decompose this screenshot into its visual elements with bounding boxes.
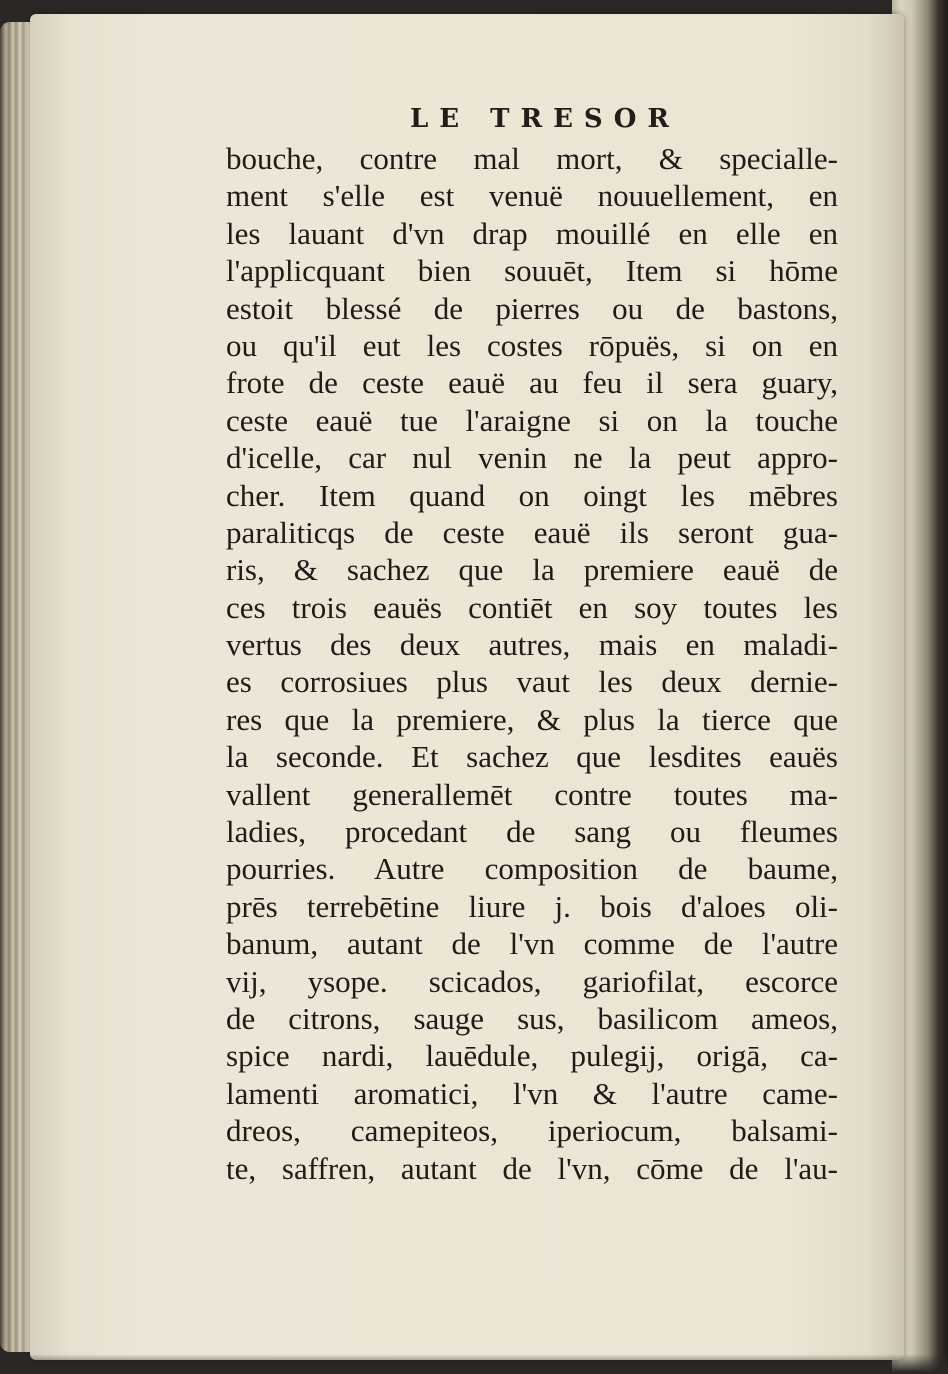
text-line: ment s'elle est venuë nouuellement, en [226,178,838,214]
text-line: ou qu'il eut les costes rōpuës, si on en [226,327,838,363]
text-line: estoit blessé de pierres ou de bastons, [226,290,838,326]
bottom-shadow [0,1354,948,1374]
text-line: cher. Item quand on oingt les mēbres [226,477,838,513]
text-line: d'icelle, car nul venin ne la peut appro- [226,440,838,476]
text-line: vallent generallemēt contre toutes ma- [226,776,838,812]
text-line: ladies, procedant de sang ou fleumes [226,814,838,850]
text-line: ces trois eauës contiēt en soy toutes les [226,589,838,625]
running-head: LE TRESOR [410,104,680,134]
text-line: vertus des deux autres, mais en maladi- [226,627,838,663]
text-line: paraliticqs de ceste eauë ils seront gua- [226,514,838,550]
text-line: es corrosiues plus vaut les deux dernie- [226,664,838,700]
text-line: la seconde. Et sachez que lesdites eauës [226,739,838,775]
text-line: ris, & sachez que la premiere eauë de [226,552,838,588]
text-line: te, saffren, autant de l'vn, cōme de l'au- [226,1150,838,1186]
text-line: frote de ceste eauë au feu il sera guary, [226,365,838,401]
text-line: banum, autant de l'vn comme de l'autre [226,926,838,962]
text-line: de citrons, sauge sus, basilicom ameos, [226,1000,838,1036]
text-line: dreos, camepiteos, iperiocum, balsami- [226,1113,838,1149]
text-line: bouche, contre mal mort, & specialle- [226,141,838,176]
text-line: ceste eauë tue l'araigne si on la touche [226,402,838,438]
text-line: lamenti aromatici, l'vn & l'autre came- [226,1075,838,1111]
text-line: spice nardi, lauēdule, pulegij, origā, ca- [226,1038,838,1074]
text-line: res que la premiere, & plus la tierce que [226,701,838,737]
body-text [226,140,838,1187]
text-line: vij, ysope. scicados, gariofilat, escorce [226,963,838,999]
text-line: l'applicquant bien souuēt, Item si hōme [226,253,838,289]
text-line: prēs terrebētine liure j. bois d'aloes oli- [226,888,838,924]
text-line: pourries. Autre composition de baume, [226,851,838,887]
text-line: les lauant d'vn drap mouillé en elle en [226,215,838,251]
